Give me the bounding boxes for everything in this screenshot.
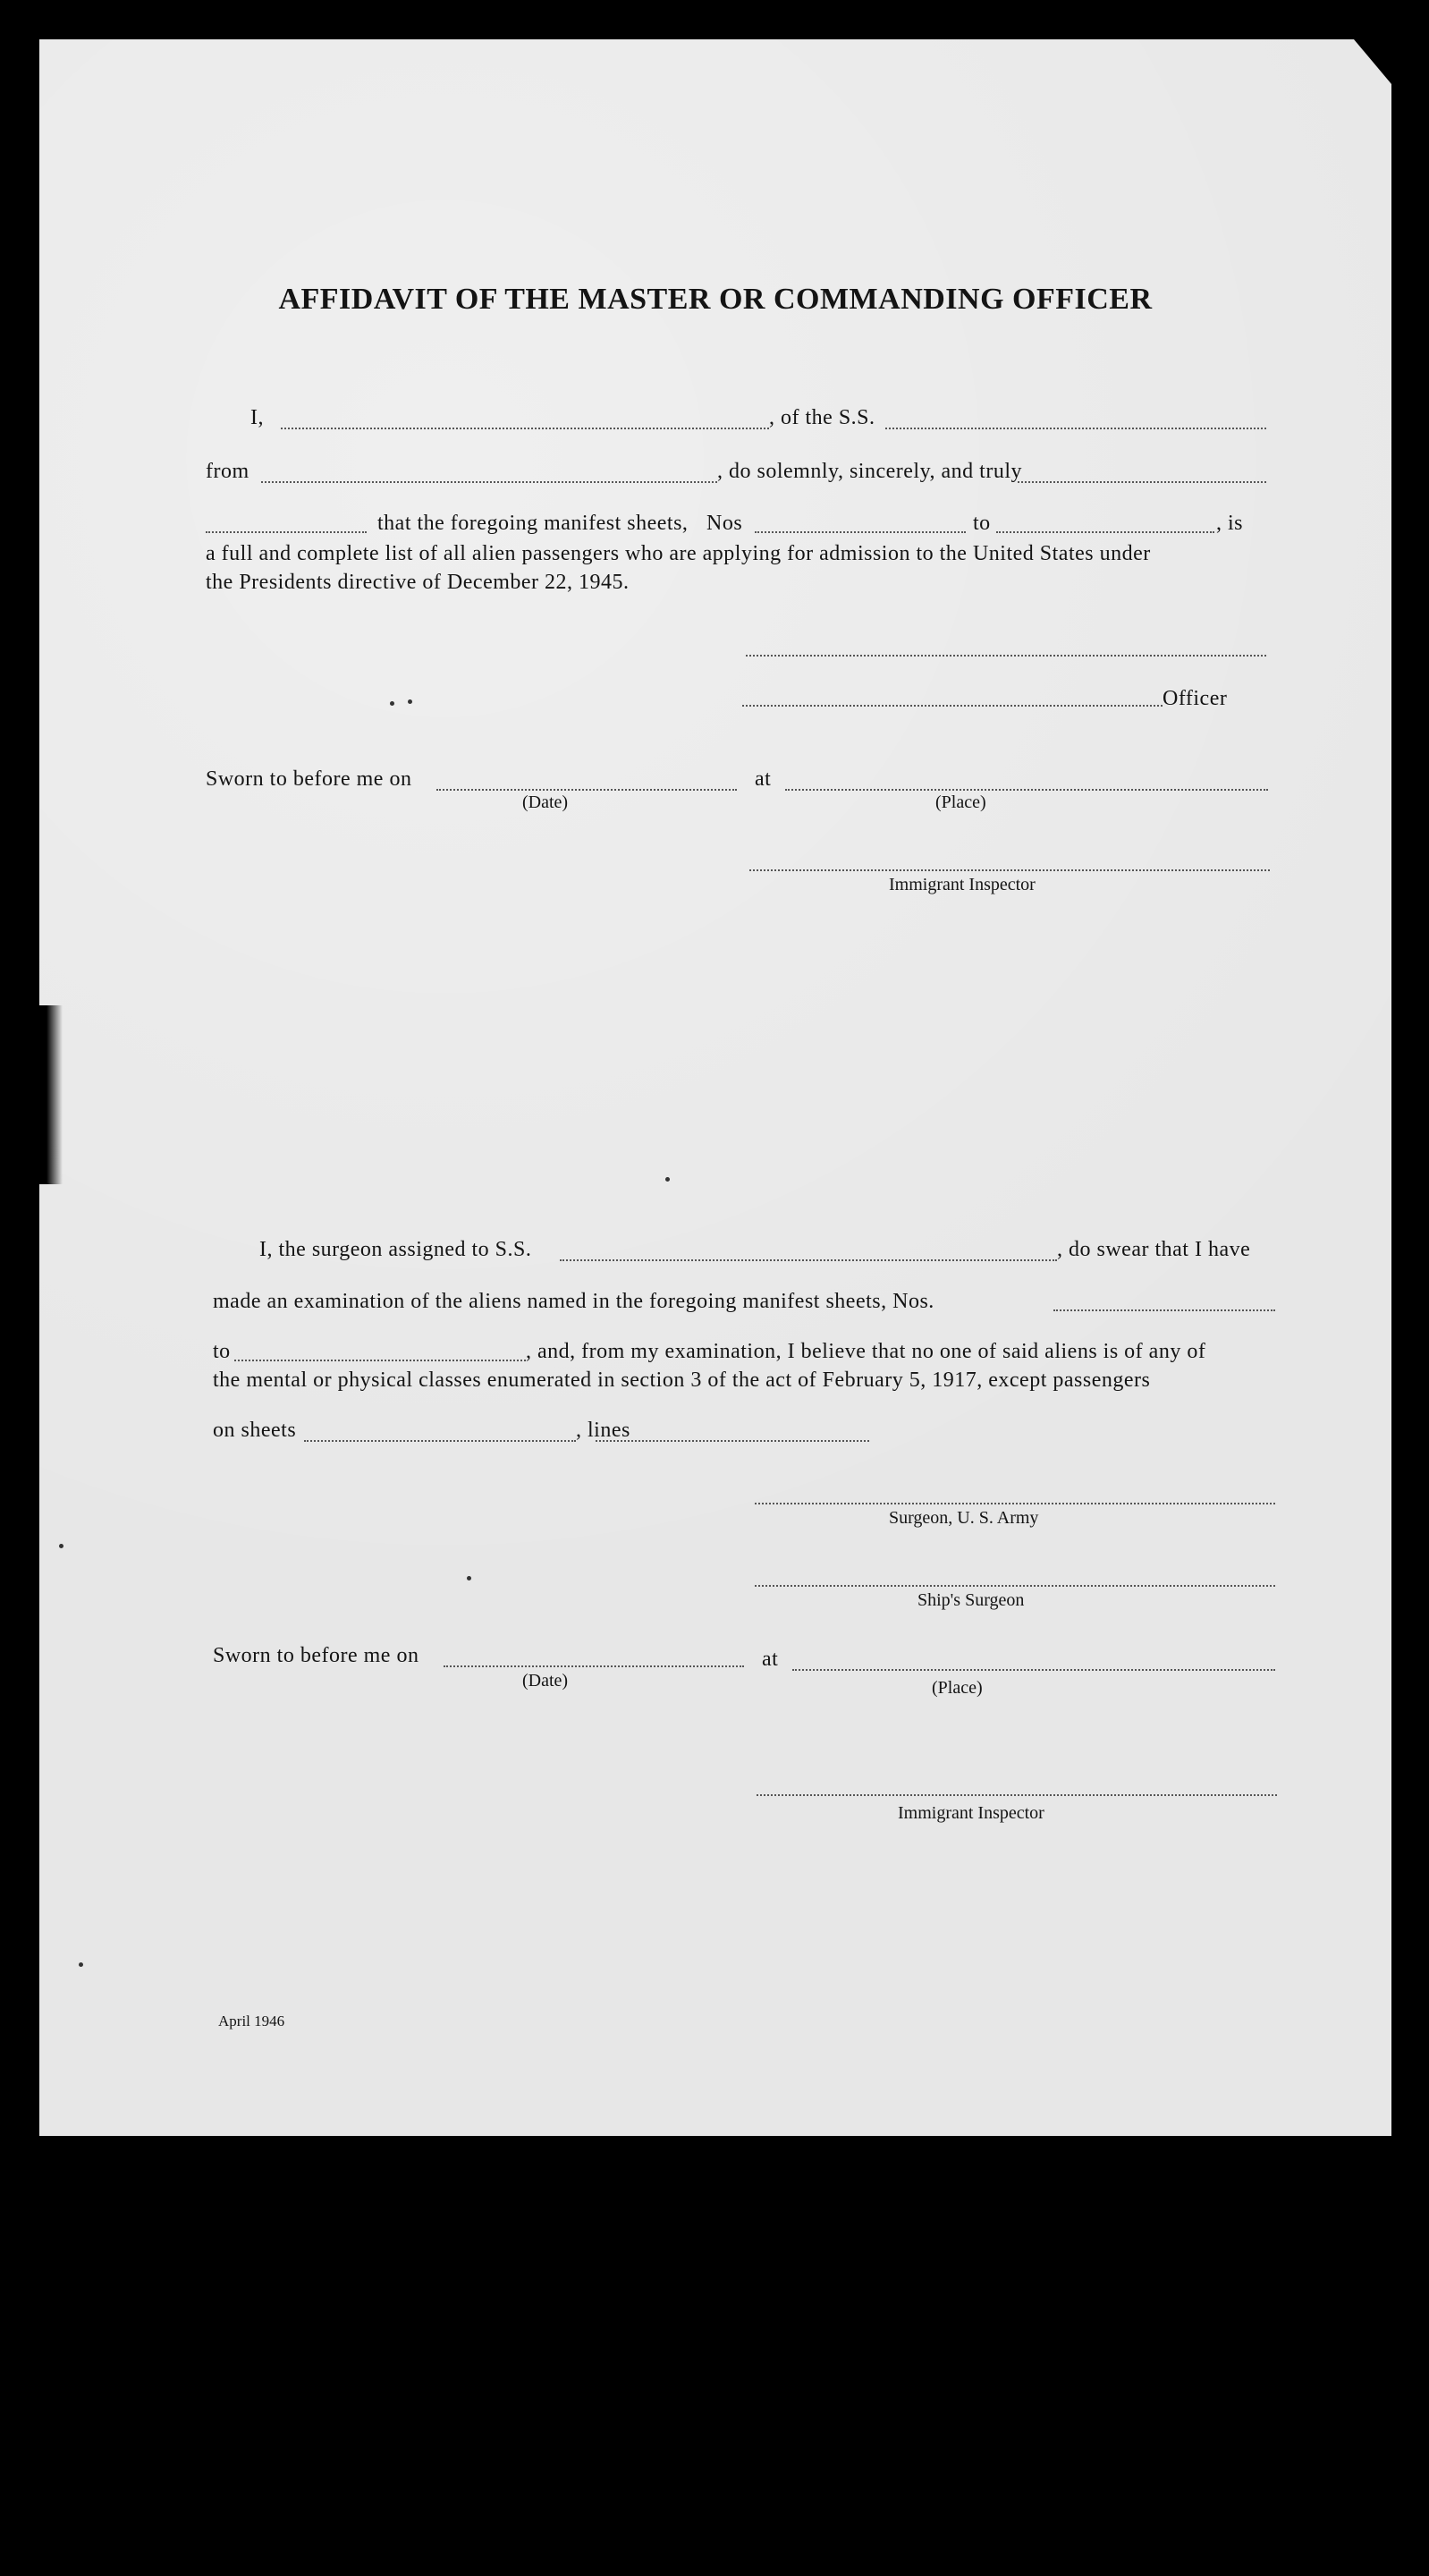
master-sworn-label: Sworn to before me on	[206, 767, 412, 791]
surgeon-sworn-place-field[interactable]	[792, 1669, 1275, 1671]
master-name-field[interactable]	[281, 428, 769, 429]
surgeon-sheets-from-field[interactable]	[1053, 1309, 1275, 1311]
surgeon-exception-sheets-field[interactable]	[304, 1440, 576, 1442]
surgeon-lines-label: , lines	[576, 1419, 630, 1442]
officer-signature-field[interactable]	[742, 705, 1163, 707]
dust-speck	[59, 1544, 63, 1548]
surgeon-sheets-to-field[interactable]	[234, 1360, 526, 1361]
master-sworn-place-field[interactable]	[785, 789, 1268, 791]
master-sheets-to-field[interactable]	[996, 531, 1214, 533]
surgeon-exception-lines-field[interactable]	[596, 1440, 869, 1442]
army-surgeon-caption: Surgeon, U. S. Army	[889, 1508, 1039, 1528]
torn-corner	[1354, 39, 1391, 84]
master-inspector-caption: Immigrant Inspector	[889, 875, 1036, 894]
form-sheet	[39, 39, 1391, 2136]
surgeon-inspector-signature-field[interactable]	[757, 1794, 1277, 1796]
master-from-field[interactable]	[261, 481, 717, 483]
master-signature-field[interactable]	[746, 655, 1266, 657]
surgeon-inspector-caption: Immigrant Inspector	[898, 1803, 1044, 1823]
surgeon-to-label: to	[213, 1340, 231, 1363]
dust-speck	[79, 1962, 83, 1967]
dust-speck	[467, 1576, 471, 1580]
surgeon-belief-text: , and, from my examination, I believe that no one of said aliens is of any of	[526, 1340, 1206, 1363]
surgeon-date-caption: (Date)	[522, 1671, 569, 1690]
surgeon-sworn-label: Sworn to before me on	[213, 1644, 419, 1667]
form-title: AFFIDAVIT OF THE MASTER OR COMMANDING OFFICER	[278, 283, 1153, 316]
page-fold	[39, 1005, 70, 1184]
surgeon-intro-text: I, the surgeon assigned to S.S.	[259, 1238, 532, 1261]
surgeon-at-label: at	[762, 1648, 779, 1671]
surgeon-examination-text: made an examination of the aliens named in the foregoing manifest sheets, Nos.	[213, 1290, 934, 1313]
surgeon-sworn-date-field[interactable]	[444, 1665, 744, 1667]
master-list-text: a full and complete list of all alien passengers who are applying for admission to the United States under	[206, 542, 1151, 565]
master-directive-text: the Presidents directive of December 22, 1945.	[206, 571, 630, 594]
dust-speck	[408, 699, 412, 704]
surgeon-classes-text: the mental or physical classes enumerated in section 3 of the act of February 5, 1917, except passengers	[213, 1368, 1151, 1392]
master-is-label: , is	[1216, 512, 1244, 535]
master-sheets-from-field[interactable]	[755, 531, 966, 533]
dust-speck	[665, 1177, 670, 1182]
surgeon-swear-text: , do swear that I have	[1057, 1238, 1251, 1261]
footer-date: April 1946	[218, 2012, 285, 2029]
master-date-caption: (Date)	[522, 792, 569, 812]
master-from-label: from	[206, 460, 249, 483]
master-at-label: at	[755, 767, 772, 791]
master-solemnly-label: , do solemnly, sincerely, and truly	[717, 460, 1022, 483]
surgeon-on-sheets-label: on sheets	[213, 1419, 297, 1442]
officer-label: Officer	[1163, 687, 1228, 710]
master-oath-field[interactable]	[1018, 481, 1266, 483]
army-surgeon-signature-field[interactable]	[755, 1503, 1275, 1504]
master-sworn-date-field[interactable]	[436, 789, 737, 791]
dust-speck	[390, 701, 394, 706]
master-to-label: to	[973, 512, 991, 535]
master-nos-label: Nos	[706, 512, 743, 535]
ships-surgeon-signature-field[interactable]	[755, 1585, 1275, 1587]
master-i-label: I,	[250, 406, 264, 429]
master-ship-field[interactable]	[885, 428, 1266, 429]
master-manifest-label: that the foregoing manifest sheets,	[377, 512, 689, 535]
master-oath-word-field[interactable]	[206, 531, 367, 533]
surgeon-place-caption: (Place)	[932, 1678, 983, 1698]
master-place-caption: (Place)	[935, 792, 986, 812]
surgeon-ship-field[interactable]	[560, 1259, 1057, 1261]
master-inspector-signature-field[interactable]	[749, 869, 1270, 871]
master-ss-label: , of the S.S.	[769, 406, 875, 429]
ships-surgeon-caption: Ship's Surgeon	[917, 1590, 1025, 1610]
